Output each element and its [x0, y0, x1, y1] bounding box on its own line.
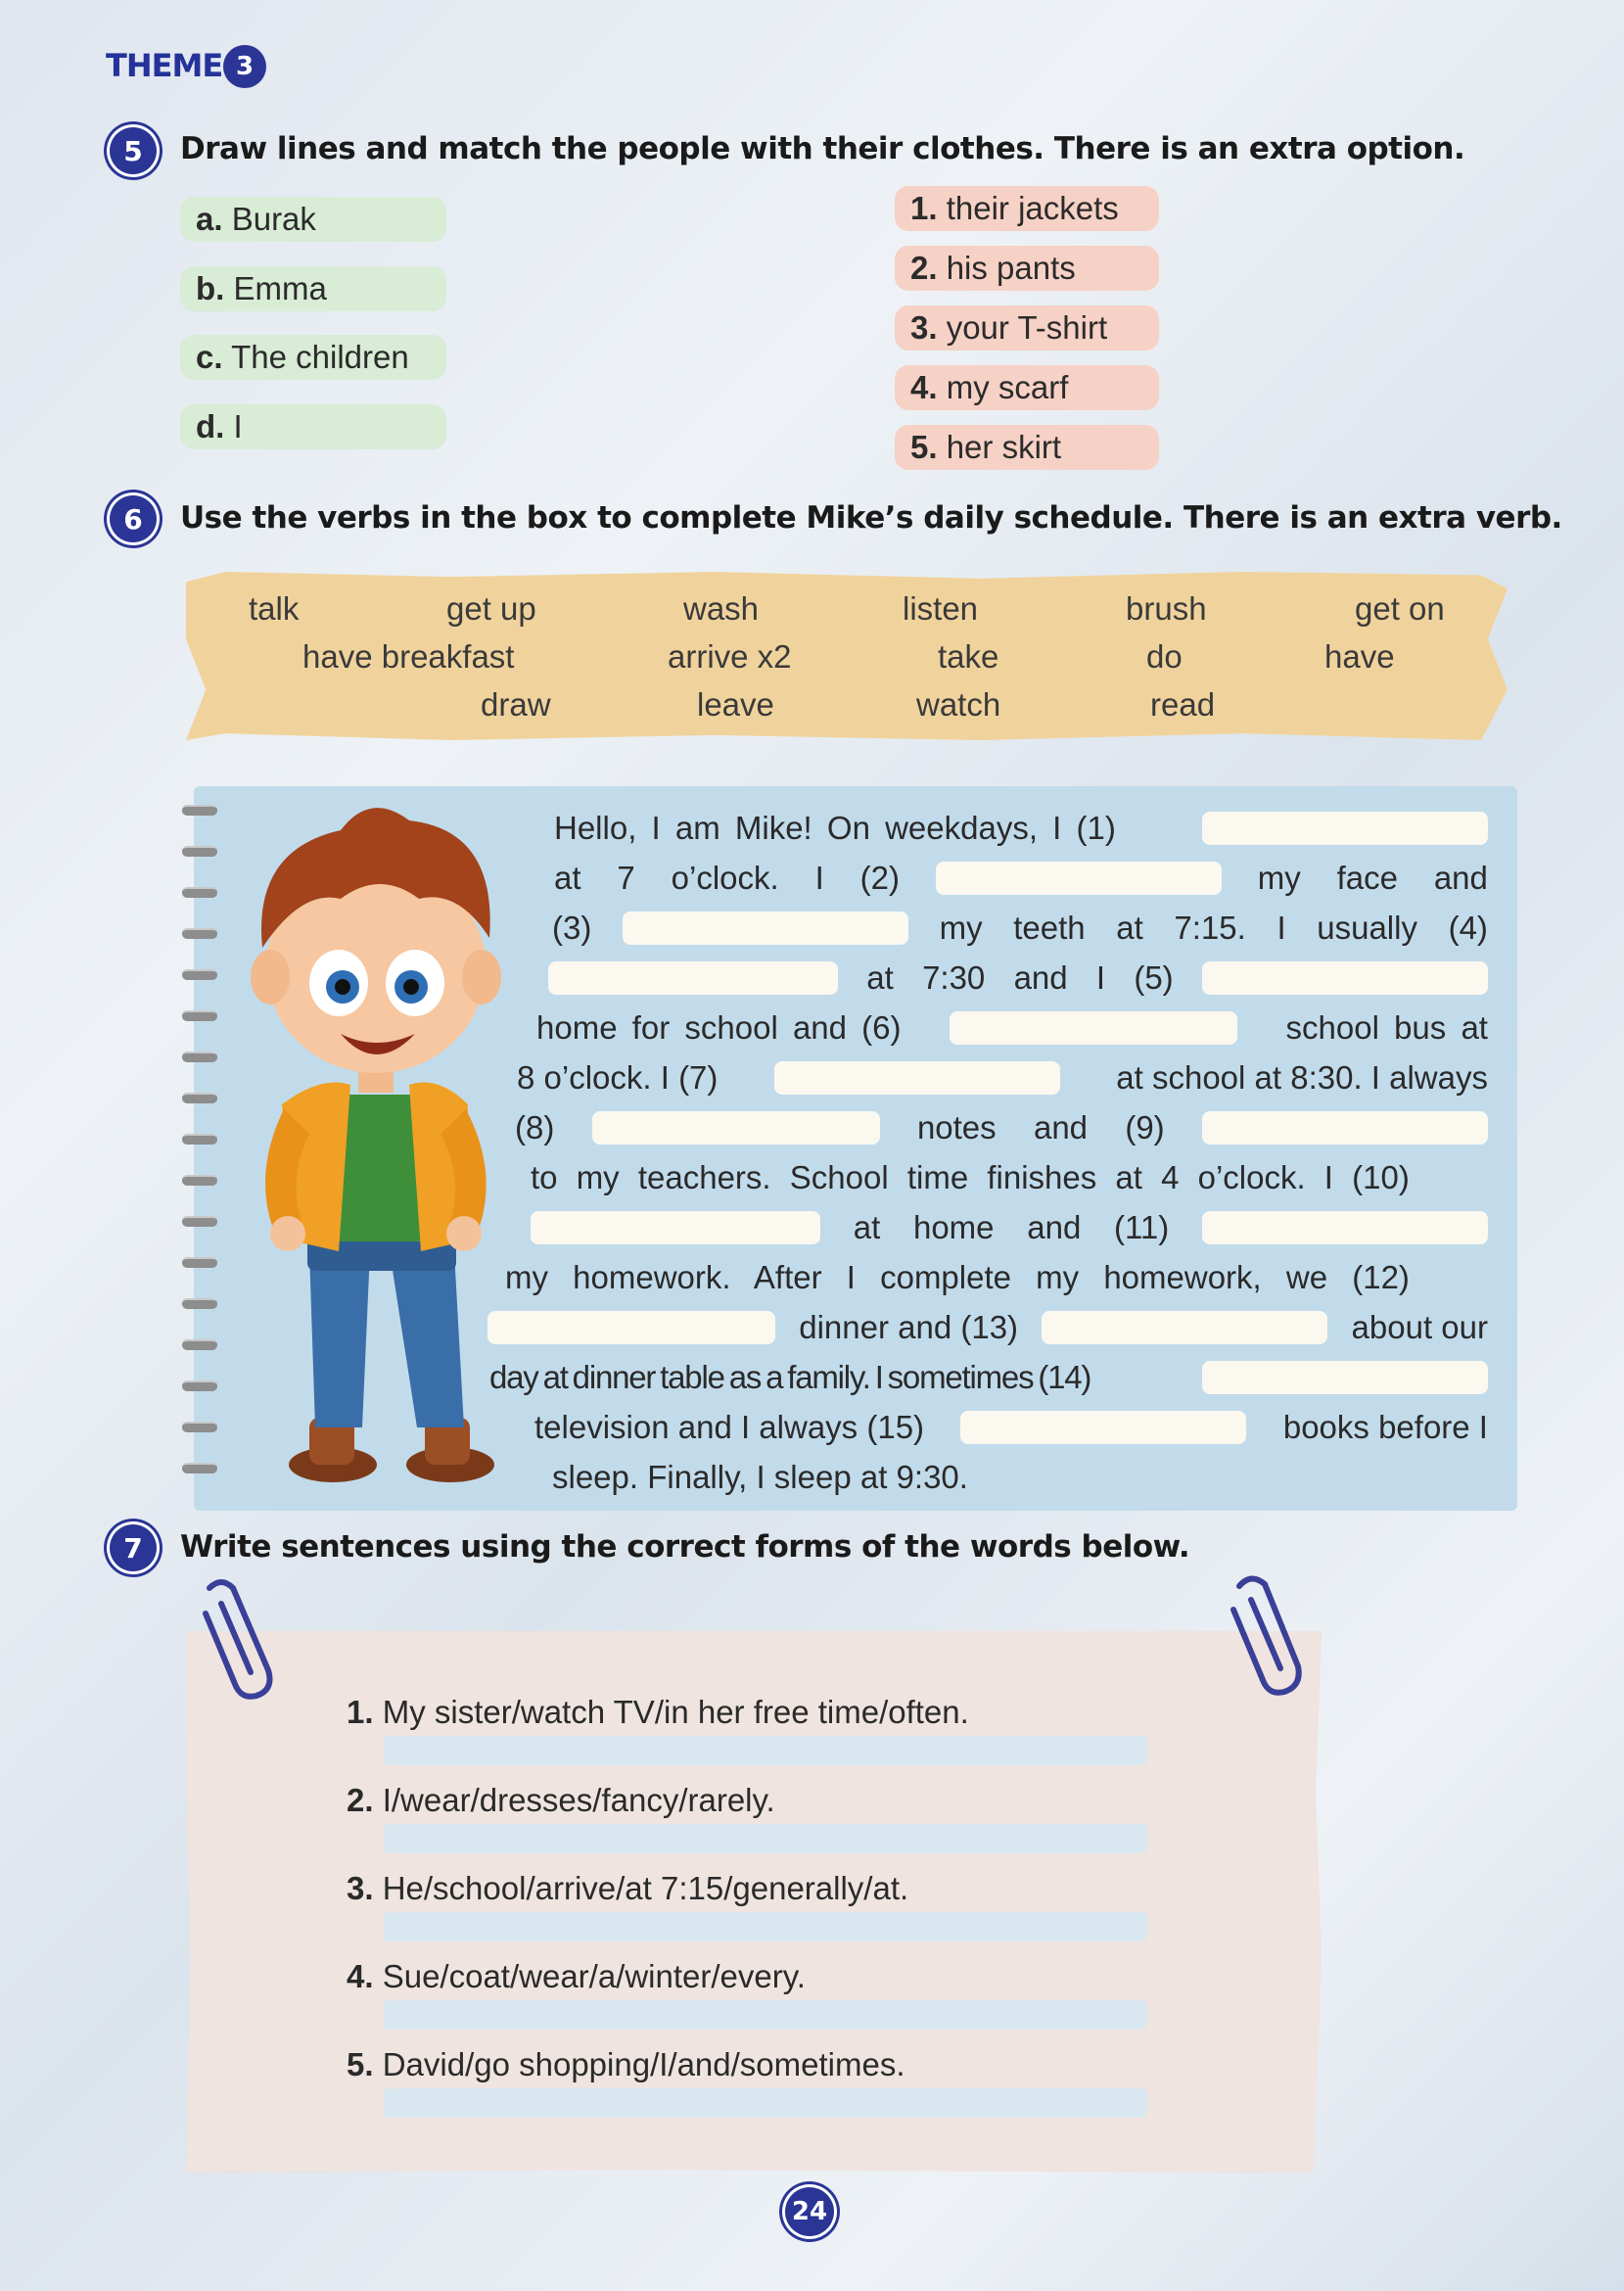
story-text: (5): [1134, 959, 1174, 996]
story-text: at: [853, 1209, 881, 1245]
notebook-ring: [182, 1093, 217, 1103]
notebook-ring: [182, 969, 217, 980]
option-letter: b.: [196, 270, 225, 306]
story-text: at school at 8:30. I always: [1116, 1059, 1488, 1096]
story-text: at: [554, 860, 581, 896]
story-text: o’clock.: [671, 860, 779, 896]
sentence-number: 2.: [347, 1782, 374, 1818]
answer-blank-3[interactable]: [623, 912, 908, 945]
paperclip-right-icon: [1220, 1570, 1308, 1698]
notebook-ring: [182, 1052, 217, 1062]
story-text: to my teachers. School time finishes at 4 o’clock. I (10): [531, 1159, 1410, 1195]
clothes-option[interactable]: [895, 186, 1159, 231]
answer-blank-9[interactable]: [1202, 1111, 1488, 1145]
option-number: 1.: [910, 190, 938, 226]
sentence-number: 4.: [347, 1958, 374, 1994]
notebook-ring: [182, 1216, 217, 1227]
theme-number-badge: 3: [223, 45, 266, 88]
verb-word: arrive x2: [668, 638, 792, 675]
notebook-ring: [182, 1134, 217, 1145]
option-number: 3.: [910, 309, 938, 346]
notebook-ring: [182, 1010, 217, 1021]
story-text: and: [1027, 1209, 1082, 1245]
option-text: her skirt: [946, 429, 1062, 465]
answer-line[interactable]: [384, 1824, 1147, 1853]
verb-word: listen: [903, 590, 979, 627]
sentence-text: My sister/watch TV/in her free time/often.: [382, 1694, 969, 1730]
story-text: sleep. Finally, I sleep at 9:30.: [552, 1459, 968, 1495]
answer-line[interactable]: [384, 1736, 1147, 1765]
sentence-prompt: [347, 1782, 775, 1819]
answer-blank-12[interactable]: [487, 1311, 775, 1344]
story-line: [531, 1209, 1488, 1246]
option-number: 5.: [910, 429, 938, 465]
story-line: [515, 1109, 1488, 1146]
story-text: about our: [1351, 1309, 1488, 1345]
clothes-option[interactable]: [895, 305, 1159, 351]
notebook-ring: [182, 1422, 217, 1432]
story-text: home: [912, 1209, 995, 1245]
story-text: usually: [1317, 910, 1417, 946]
story-text: (9): [1125, 1109, 1165, 1146]
story-text: teeth: [1013, 910, 1086, 946]
story-text: dinner and (13): [799, 1309, 1019, 1345]
story-line: [531, 1159, 1488, 1196]
story-text: day at dinner table as a family. I sometimes (14): [489, 1359, 1091, 1395]
exercise-6-number: 6: [110, 495, 157, 542]
story-text: (11): [1114, 1209, 1170, 1245]
option-number: 4.: [910, 369, 938, 405]
option-text: Emma: [233, 270, 327, 306]
clothes-option[interactable]: [895, 365, 1159, 410]
notebook-ring: [182, 928, 217, 939]
story-text: 7:15.: [1174, 910, 1246, 946]
exercise-6-title: Use the verbs in the box to complete Mike’s daily schedule. There is an extra verb.: [180, 500, 1562, 536]
notebook-ring: [182, 1257, 217, 1268]
exercise-5-number: 5: [110, 127, 157, 174]
notebook-ring: [182, 1298, 217, 1309]
sentence-text: He/school/arrive/at 7:15/generally/at.: [382, 1870, 909, 1906]
story-text: my: [939, 910, 983, 946]
sentence-prompt: [347, 2046, 905, 2083]
story-line: [536, 1009, 1488, 1047]
story-line: [489, 1359, 1488, 1396]
story-line: [534, 1409, 1488, 1446]
story-text: notes: [916, 1109, 997, 1146]
person-option[interactable]: [180, 197, 446, 242]
story-text: (3): [552, 910, 592, 946]
option-number: 2.: [910, 250, 938, 286]
notebook-ring: [182, 1339, 217, 1350]
sentence-number: 3.: [347, 1870, 374, 1906]
answer-blank-6[interactable]: [950, 1011, 1237, 1045]
option-text: Burak: [231, 201, 316, 237]
answer-line[interactable]: [384, 2088, 1147, 2118]
answer-blank-10[interactable]: [531, 1211, 820, 1244]
answer-blank-15[interactable]: [960, 1411, 1246, 1444]
option-text: your T-shirt: [946, 309, 1108, 346]
story-text: 7:30: [922, 959, 986, 996]
story-text: I: [1095, 959, 1106, 996]
story-text: at: [866, 959, 894, 996]
story-line: [552, 910, 1488, 947]
exercise-7-number: 7: [110, 1524, 157, 1571]
option-letter: c.: [196, 339, 223, 375]
sentence-number: 1.: [347, 1694, 374, 1730]
verb-word: talk: [249, 590, 300, 627]
verb-word: get up: [446, 590, 536, 627]
person-option[interactable]: [180, 266, 446, 311]
answer-blank-7[interactable]: [774, 1061, 1060, 1095]
story-text: and: [1433, 860, 1488, 896]
verb-word: take: [938, 638, 999, 675]
sentence-text: Sue/coat/wear/a/winter/every.: [382, 1958, 806, 1994]
answer-blank-5[interactable]: [1202, 961, 1488, 995]
story-text: my homework. After I complete my homework, we (12): [505, 1259, 1410, 1295]
option-text: their jackets: [946, 190, 1119, 226]
story-line: [505, 1259, 1488, 1296]
option-letter: d.: [196, 408, 225, 444]
answer-blank-8[interactable]: [592, 1111, 880, 1145]
verb-word: do: [1146, 638, 1183, 675]
answer-line[interactable]: [384, 1912, 1147, 1941]
story-text: school bus at: [1285, 1009, 1488, 1046]
notebook-ring: [182, 887, 217, 898]
option-text: I: [233, 408, 243, 444]
answer-blank-4[interactable]: [548, 961, 838, 995]
clothes-option[interactable]: [895, 425, 1159, 470]
story-text: and: [1033, 1109, 1089, 1146]
story-line: [517, 1059, 1488, 1097]
answer-blank-2[interactable]: [936, 862, 1222, 895]
verb-word: read: [1150, 686, 1216, 723]
sentence-text: I/wear/dresses/fancy/rarely.: [382, 1782, 775, 1818]
notebook-ring: [182, 1175, 217, 1186]
person-option[interactable]: [180, 335, 446, 380]
story-text: (8): [515, 1109, 555, 1146]
theme-label: THEME: [106, 47, 223, 84]
sentence-prompt: [347, 1694, 969, 1731]
clothes-option[interactable]: [895, 246, 1159, 291]
option-text: his pants: [946, 250, 1076, 286]
sentence-prompt: [347, 1958, 806, 1995]
verb-word: get on: [1355, 590, 1445, 627]
story-text: and: [1013, 959, 1068, 996]
verb-word: brush: [1126, 590, 1207, 627]
story-text: at: [1116, 910, 1143, 946]
verb-word: draw: [481, 686, 551, 723]
story-text: I: [1276, 910, 1286, 946]
story-line: [552, 1459, 968, 1496]
mike-illustration: [223, 791, 527, 1486]
page-number-badge: 24: [785, 2187, 834, 2236]
story-line: [548, 959, 1488, 997]
story-line: [554, 860, 1488, 897]
verb-word: leave: [697, 686, 774, 723]
answer-blank-11[interactable]: [1202, 1211, 1488, 1244]
verb-word: have: [1324, 638, 1395, 675]
notebook-ring: [182, 1463, 217, 1473]
sentence-number: 5.: [347, 2046, 374, 2082]
notebook-ring: [182, 846, 217, 857]
story-line: [554, 810, 1488, 847]
answer-blank-13[interactable]: [1042, 1311, 1327, 1344]
story-text: (4): [1448, 910, 1488, 946]
option-letter: a.: [196, 201, 223, 237]
story-text: I: [814, 860, 824, 896]
verb-word: watch: [916, 686, 1001, 723]
answer-blank-14[interactable]: [1202, 1361, 1488, 1394]
answer-blank-1[interactable]: [1202, 812, 1488, 845]
story-text: 8 o’clock. I (7): [517, 1059, 719, 1096]
story-text: 7: [617, 860, 635, 896]
person-option[interactable]: [180, 404, 446, 449]
sentence-text: David/go shopping/I/and/sometimes.: [382, 2046, 905, 2082]
story-text: books before I: [1282, 1409, 1488, 1445]
verb-word: have breakfast: [302, 638, 515, 675]
notebook-ring: [182, 1380, 217, 1391]
answer-line[interactable]: [384, 2000, 1147, 2030]
sentence-prompt: [347, 1870, 908, 1907]
story-text: (2): [859, 860, 900, 896]
verb-word: wash: [683, 590, 760, 627]
story-text: television and I always (15): [534, 1409, 925, 1445]
option-text: The children: [231, 339, 409, 375]
story-line: [487, 1309, 1488, 1346]
exercise-5-title: Draw lines and match the people with their clothes. There is an extra option.: [180, 131, 1465, 166]
story-text: Hello, I am Mike! On weekdays, I (1): [554, 810, 1116, 846]
story-text: face: [1336, 860, 1398, 896]
notebook-ring: [182, 805, 217, 816]
story-text: home for school and (6): [536, 1009, 902, 1046]
exercise-7-title: Write sentences using the correct forms of the words below.: [180, 1529, 1190, 1565]
story-text: my: [1257, 860, 1301, 896]
paperclip-left-icon: [192, 1574, 280, 1702]
option-text: my scarf: [946, 369, 1069, 405]
